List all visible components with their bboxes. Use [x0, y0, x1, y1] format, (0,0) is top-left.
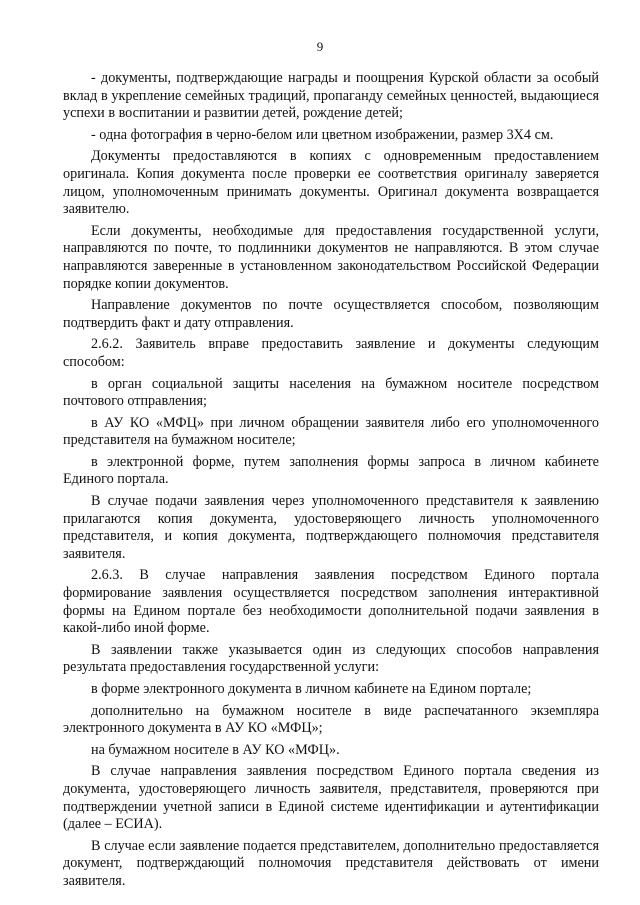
paragraph: в форме электронного документа в личном кабинете на Едином портале; [91, 681, 532, 697]
paragraph: В случае подачи заявления через уполномоченного представителя к заявлению прилагаются копия документа, удостоверяющего личность уполномоченного представителя, и копия документа, подтверждающего полномочия представителя заявителя. [63, 493, 599, 562]
paragraph: на бумажном носителе в АУ КО «МФЦ». [91, 741, 340, 758]
paragraph: Направление документов по почте осуществляется способом, позволяющим подтвердить факт и дату отправления. [63, 297, 599, 331]
paragraph: В случае направления заявления посредством Единого портала сведения из документа, удостоверяющего личность заявителя, представителя, проверяются при подтверждении учетной записи в Единой системе идентификации и аутентификации (далее – ЕСИА). [63, 763, 599, 833]
paragraph: 2.6.2. Заявитель вправе предоставить заявление и документы следующим способом: [63, 336, 599, 370]
paragraph: В случае если заявление подается представителем, дополнительно предоставляется документ, подтверждающий полномочия представителя действовать от имени заявителя. [63, 837, 599, 889]
paragraph: дополнительно на бумажном носителе в виде распечатанного экземпляра электронного документа в АУ КО «МФЦ»; [63, 702, 599, 737]
page-number: 9 [316, 39, 324, 54]
paragraph: в АУ КО «МФЦ» при личном обращении заявителя либо его уполномоченного представителя на бумажном носителе; [63, 414, 599, 449]
paragraph: в электронной форме, путем заполнения формы запроса в личном кабинете Единого портала. [63, 453, 599, 488]
paragraph: в орган социальной защиты населения на бумажном носителе посредством почтового отправления; [63, 375, 599, 410]
paragraph: Документы предоставляются в копиях с одновременным предоставлением оригинала. Копия документа после проверки ее соответствия оригиналу заверяется лицом, уполномоченным принимать документы. Оригинал документа возвращается заявителю. [63, 148, 599, 218]
paragraph: - документы, подтверждающие награды и поощрения Курской области за особый вклад в укрепление семейных традиций, пропаганду семейных ценностей, выдающиеся успехи в воспитании и развитии детей, рождение детей; [63, 70, 599, 122]
document-body [63, 70, 599, 895]
paragraph: Если документы, необходимые для предоставления государственной услуги, направляются по почте, то подлинники документов не направляются. В этом случае направляются заверенные в установленном законодательством Российской Федерации порядке копии документов. [63, 222, 599, 292]
paragraph: - одна фотография в черно-белом или цветном изображении, размер 3Х4 см. [91, 126, 554, 143]
paragraph: 2.6.3. В случае направления заявления посредством Единого портала формирование заявления осуществляется посредством заполнения интерактивной формы на Едином портале без необходимости дополнительной подачи заявления в какой-либо иной форме. [63, 567, 599, 637]
paragraph: В заявлении также указывается один из следующих способов направления результата предоставления государственной услуги: [63, 641, 599, 676]
